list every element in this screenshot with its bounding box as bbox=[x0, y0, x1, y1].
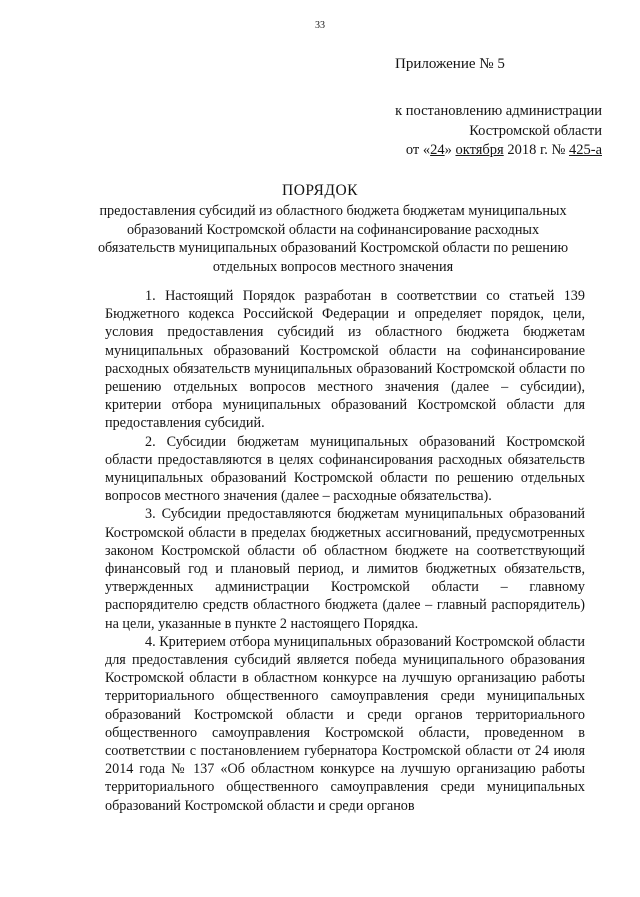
paragraph-3: 3. Субсидии предоставляются бюджетам муниципальных образований Костромской области в пределах бюджетных ассигнований, предусмотренных законом Костромской области об областном бюджете на соответствующий финансовый год и плановый период, и лимитов бюджетных обязательств, утвержденных администрации Костромской области – главному распорядителю средств областного бюджета (далее – главный распорядитель) на цели, указанные в пункте 2 настоящего Порядка. bbox=[105, 506, 585, 632]
decree-line-2: Костромской области bbox=[469, 122, 602, 139]
decree-line-1: к постановлению администрации bbox=[395, 103, 602, 119]
document-subtitle: предоставления субсидий из областного бюджета бюджетам муниципальных образований Костромской области на софинансирование расходных обязательств муниципальных образований Костромской области по решению отдельных вопросов местного значения bbox=[97, 203, 569, 275]
paragraph-4: 4. Критерием отбора муниципальных образований Костромской области для предоставления субсидий является победа муниципального образования Костромской области в областном конкурсе на лучшую организацию работы территориального общественного самоуправления среди муниципальных образований Костромской области и среди органов территориального общественного самоуправления Костромской области, проведенном в соответствии с постановлением губернатора Костромской области от 24 июля 2014 года № 137 «Об областном конкурсе на лучшую организацию работы территориального общественного самоуправления среди муниципальных образований Костромской области и среди органов bbox=[105, 633, 585, 814]
decree-month: октября bbox=[455, 142, 504, 158]
decree-year-no: 2018 г. № bbox=[503, 142, 569, 158]
decree-day-suffix: » bbox=[444, 142, 456, 158]
appendix-title: Приложение № 5 bbox=[395, 56, 505, 72]
page-number: 33 bbox=[315, 20, 325, 31]
decree-day: 24 bbox=[430, 142, 445, 158]
paragraph-2: 2. Субсидии бюджетам муниципальных образований Костромской области предоставляются в целях софинансирования расходных обязательств муниципальных образований Костромской области по решению отдельных вопросов местного значения (далее – расходные обязательства). bbox=[105, 433, 585, 505]
document-body bbox=[105, 287, 585, 815]
decree-reference bbox=[330, 102, 602, 161]
paragraph-1: 1. Настоящий Порядок разработан в соответствии со статьей 139 Бюджетного кодекса Российской Федерации и определяет порядок, цели, условия предоставления субсидий из областного бюджета бюджетам муниципальных образований Костромской области на софинансирование расходных обязательств муниципальных образований Костромской области по решению отдельных вопросов местного значения (далее – субсидии), критерии отбора муниципальных образований Костромской области для предоставления субсидий. bbox=[105, 288, 585, 432]
decree-date-line bbox=[330, 141, 602, 161]
document-title: ПОРЯДОК bbox=[282, 182, 358, 199]
decree-from-prefix: от « bbox=[405, 142, 431, 158]
decree-number: 425-а bbox=[568, 142, 602, 158]
